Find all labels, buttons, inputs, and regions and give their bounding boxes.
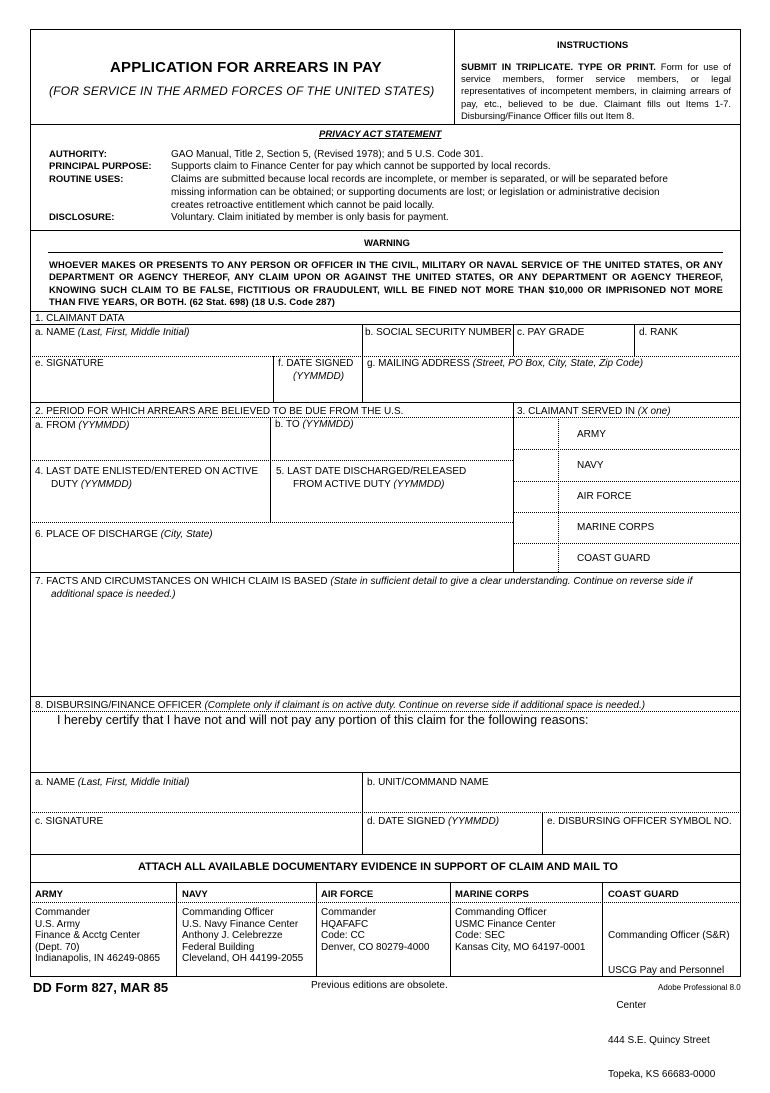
warning-text: WHOEVER MAKES OR PRESENTS TO ANY PERSON OR OFFICER IN THE CIVIL, MILITARY OR NAVAL SERVICE OF THE UNITED STATES, OR ANY DEPARTMENT OR AGENCY THEREOF, ANY CLAIM UPON OR AGAINST THE UNITED STATES, OR ANY DEPARTMENT OR AGENCY THEREOF, KNOWING SUCH CLAIM TO BE FALSE, FICTITIOUS OR FRAUDULENT, WILL BE FINED NOT MORE THAN $10,000 OR IMPRISONED NOT MORE THAN FIVE YEARS, OR BOTH. (62 Stat. 698) (18 U.S. Code 287) (49, 259, 723, 308)
officer-signature-field[interactable] (33, 829, 360, 851)
mail-address-army: Commander U.S. Army Finance & Acctg Center (Dept. 70) Indianapolis, IN 46249-0865 (35, 907, 161, 965)
facts-and-circumstances-field[interactable] (33, 602, 738, 694)
unit-command-label: b. UNIT/COMMAND NAME (367, 777, 489, 788)
routine-line-2: missing information can be obtained; or supporting documents are lost; or legislation or administrative decision (171, 187, 660, 198)
section-3-divider (513, 402, 514, 572)
name-field[interactable] (33, 338, 360, 354)
rank-label: d. RANK (639, 327, 678, 338)
officer-name-label: a. NAME (Last, First, Middle Initial) (35, 777, 190, 788)
divider (30, 772, 741, 773)
instructions-heading: INSTRUCTIONS (557, 40, 629, 51)
section-4-label-line-1: 4. LAST DATE ENLISTED/ENTERED ON ACTIVE (35, 466, 259, 477)
officer-name-field[interactable] (33, 790, 360, 810)
instructions-bold-lead: SUBMIT IN TRIPLICATE. TYPE OR PRINT. (461, 61, 656, 72)
disclosure-label: DISCLOSURE: (49, 212, 115, 223)
divider (513, 449, 741, 450)
privacy-heading: PRIVACY ACT STATEMENT (319, 129, 442, 140)
purpose-label: PRINCIPAL PURPOSE: (49, 161, 152, 172)
divider (30, 230, 741, 231)
divider (30, 572, 741, 573)
section-5-label-line-1: 5. LAST DATE DISCHARGED/RELEASED (276, 466, 467, 477)
field-divider (542, 812, 543, 854)
mail-branch-coast-guard: COAST GUARD (608, 889, 679, 900)
last-date-enlisted-field[interactable] (33, 493, 268, 520)
section-8-label: 8. DISBURSING/FINANCE OFFICER (Complete only if claimant is on active duty. Continue on reverse side if additional space is needed.) (35, 700, 646, 711)
divider (30, 882, 741, 883)
date-signed-hint: (YYMMDD) (293, 371, 345, 382)
instructions-text (461, 61, 731, 122)
mail-branch-army: ARMY (35, 889, 63, 900)
divider (513, 543, 741, 544)
column-divider (602, 882, 603, 977)
field-divider (273, 356, 274, 402)
signature-field[interactable] (33, 370, 271, 400)
rank-field[interactable] (637, 338, 739, 354)
authority-label: AUTHORITY: (49, 149, 107, 160)
divider (30, 460, 513, 461)
mail-branch-marine-corps: MARINE CORPS (455, 889, 529, 900)
form-title: APPLICATION FOR ARREARS IN PAY (110, 59, 382, 76)
instructions-body: Form for use of service members, former service members, or legal representatives of incompetent members, in claiming arrears of pay, etc., believed to be due. Claimant fills out Items 1-7. Disbursing/Finance Officer fills out Item 8. (461, 61, 731, 121)
disclosure-text: Voluntary. Claim initiated by member is only basis for payment. (171, 212, 449, 223)
form-id: DD Form 827, MAR 85 (33, 980, 169, 995)
field-divider (513, 324, 514, 356)
from-label: a. FROM (YYMMDD) (35, 420, 130, 431)
officer-symbol-field[interactable] (545, 829, 739, 851)
mail-branch-navy: NAVY (182, 889, 208, 900)
date-signed-label: f. DATE SIGNED (278, 358, 354, 369)
signature-label: e. SIGNATURE (35, 358, 104, 369)
mail-address-coast-guard: Commanding Officer (S&R) USCG Pay and Personnel Center 444 S.E. Quincy Street Topeka, KS 66683-0000 (608, 930, 730, 1081)
field-divider (270, 460, 271, 522)
header-divider (454, 29, 455, 124)
divider (30, 124, 741, 125)
divider (513, 481, 741, 482)
divider (30, 854, 741, 855)
divider (30, 902, 741, 903)
army-option-label: ARMY (577, 429, 606, 440)
pay-grade-field[interactable] (516, 338, 632, 354)
divider (30, 402, 741, 403)
software-note: Adobe Professional 8.0 (658, 983, 741, 992)
ssn-label: b. SOCIAL SECURITY NUMBER (365, 327, 512, 338)
divider (30, 696, 741, 697)
ssn-field[interactable] (365, 338, 511, 354)
divider (513, 512, 741, 513)
place-of-discharge-field[interactable] (33, 542, 511, 570)
navy-checkbox[interactable] (515, 451, 556, 479)
officer-date-field[interactable] (365, 829, 540, 851)
air-force-option-label: AIR FORCE (577, 491, 632, 502)
checkbox-column-divider (558, 417, 559, 572)
to-label: b. TO (YYMMDD) (275, 419, 354, 430)
routine-line-1: Claims are submitted because local records are incomplete, or member is separated, or will be separated before (171, 174, 668, 185)
mailing-address-label: g. MAILING ADDRESS (Street, PO Box, City, State, Zip Code) (367, 358, 644, 369)
section-4-label-line-2: DUTY (YYMMDD) (51, 479, 132, 490)
section-5-label-line-2: FROM ACTIVE DUTY (YYMMDD) (293, 479, 445, 490)
warning-heading: WARNING (364, 238, 410, 249)
attach-heading: ATTACH ALL AVAILABLE DOCUMENTARY EVIDENCE IN SUPPORT OF CLAIM AND MAIL TO (138, 861, 618, 873)
name-label: a. NAME (Last, First, Middle Initial) (35, 327, 190, 338)
officer-symbol-label: e. DISBURSING OFFICER SYMBOL NO. (547, 816, 732, 827)
marine-corps-option-label: MARINE CORPS (577, 522, 655, 533)
routine-line-3: creates retroactive entitlement which cannot be paid locally. (171, 200, 435, 211)
divider (30, 522, 513, 523)
field-divider (634, 324, 635, 356)
navy-option-label: NAVY (577, 460, 604, 471)
certification-statement: I hereby certify that I have not and will not pay any portion of this claim for the following reasons: (57, 713, 589, 727)
certification-reasons-field[interactable] (33, 730, 738, 770)
column-divider (176, 882, 177, 977)
mailing-address-field[interactable] (365, 370, 739, 400)
field-divider (362, 356, 363, 402)
mail-branch-air-force: AIR FORCE (321, 889, 374, 900)
army-checkbox[interactable] (515, 419, 556, 447)
divider (30, 812, 741, 813)
mail-address-navy: Commanding Officer U.S. Navy Finance Center Anthony J. Celebrezze Federal Building Cleveland, OH 44199-2055 (182, 907, 304, 965)
section-7-hint: additional space is needed.) (51, 589, 176, 600)
from-field[interactable] (33, 432, 268, 458)
field-divider (270, 417, 271, 460)
coast-guard-option-label: COAST GUARD (577, 553, 651, 564)
marine-corps-checkbox[interactable] (515, 514, 556, 541)
air-force-checkbox[interactable] (515, 483, 556, 510)
obsolete-note: Previous editions are obsolete. (311, 980, 448, 991)
unit-command-field[interactable] (365, 790, 739, 810)
pay-grade-label: c. PAY GRADE (517, 327, 585, 338)
mail-address-marine-corps: Commanding Officer USMC Finance Center Code: SEC Kansas City, MO 64197-0001 (455, 907, 586, 953)
mail-address-air-force: Commander HQAFAFC Code: CC Denver, CO 80279-4000 (321, 907, 430, 953)
divider (30, 417, 513, 418)
authority-text: GAO Manual, Title 2, Section 5, (Revised 1978); and 5 U.S. Code 301. (171, 149, 484, 160)
divider (513, 417, 741, 418)
form-subtitle: (FOR SERVICE IN THE ARMED FORCES OF THE UNITED STATES) (49, 84, 435, 98)
routine-label: ROUTINE USES: (49, 174, 124, 185)
purpose-text: Supports claim to Finance Center for pay which cannot be supported by local records. (171, 161, 551, 172)
coast-guard-checkbox[interactable] (515, 545, 556, 570)
warning-rule (48, 252, 723, 253)
officer-date-label: d. DATE SIGNED (YYMMDD) (367, 816, 500, 827)
section-7-label: 7. FACTS AND CIRCUMSTANCES ON WHICH CLAIM IS BASED (State in sufficient detail to give a clear understanding. Continue on reverse side if (35, 576, 693, 587)
column-divider (316, 882, 317, 977)
to-field[interactable] (273, 432, 511, 458)
divider (30, 711, 741, 712)
date-signed-field[interactable] (276, 384, 360, 400)
field-divider (362, 772, 363, 854)
field-divider (362, 324, 363, 356)
officer-signature-label: c. SIGNATURE (35, 816, 104, 827)
column-divider (450, 882, 451, 977)
section-1-heading: 1. CLAIMANT DATA (35, 313, 125, 324)
divider (30, 311, 741, 312)
last-date-discharged-field[interactable] (273, 493, 511, 520)
section-2-heading: 2. PERIOD FOR WHICH ARREARS ARE BELIEVED TO BE DUE FROM THE U.S. (35, 406, 404, 417)
section-3-heading: 3. CLAIMANT SERVED IN (X one) (517, 406, 671, 417)
place-of-discharge-label: 6. PLACE OF DISCHARGE (City, State) (35, 529, 213, 540)
